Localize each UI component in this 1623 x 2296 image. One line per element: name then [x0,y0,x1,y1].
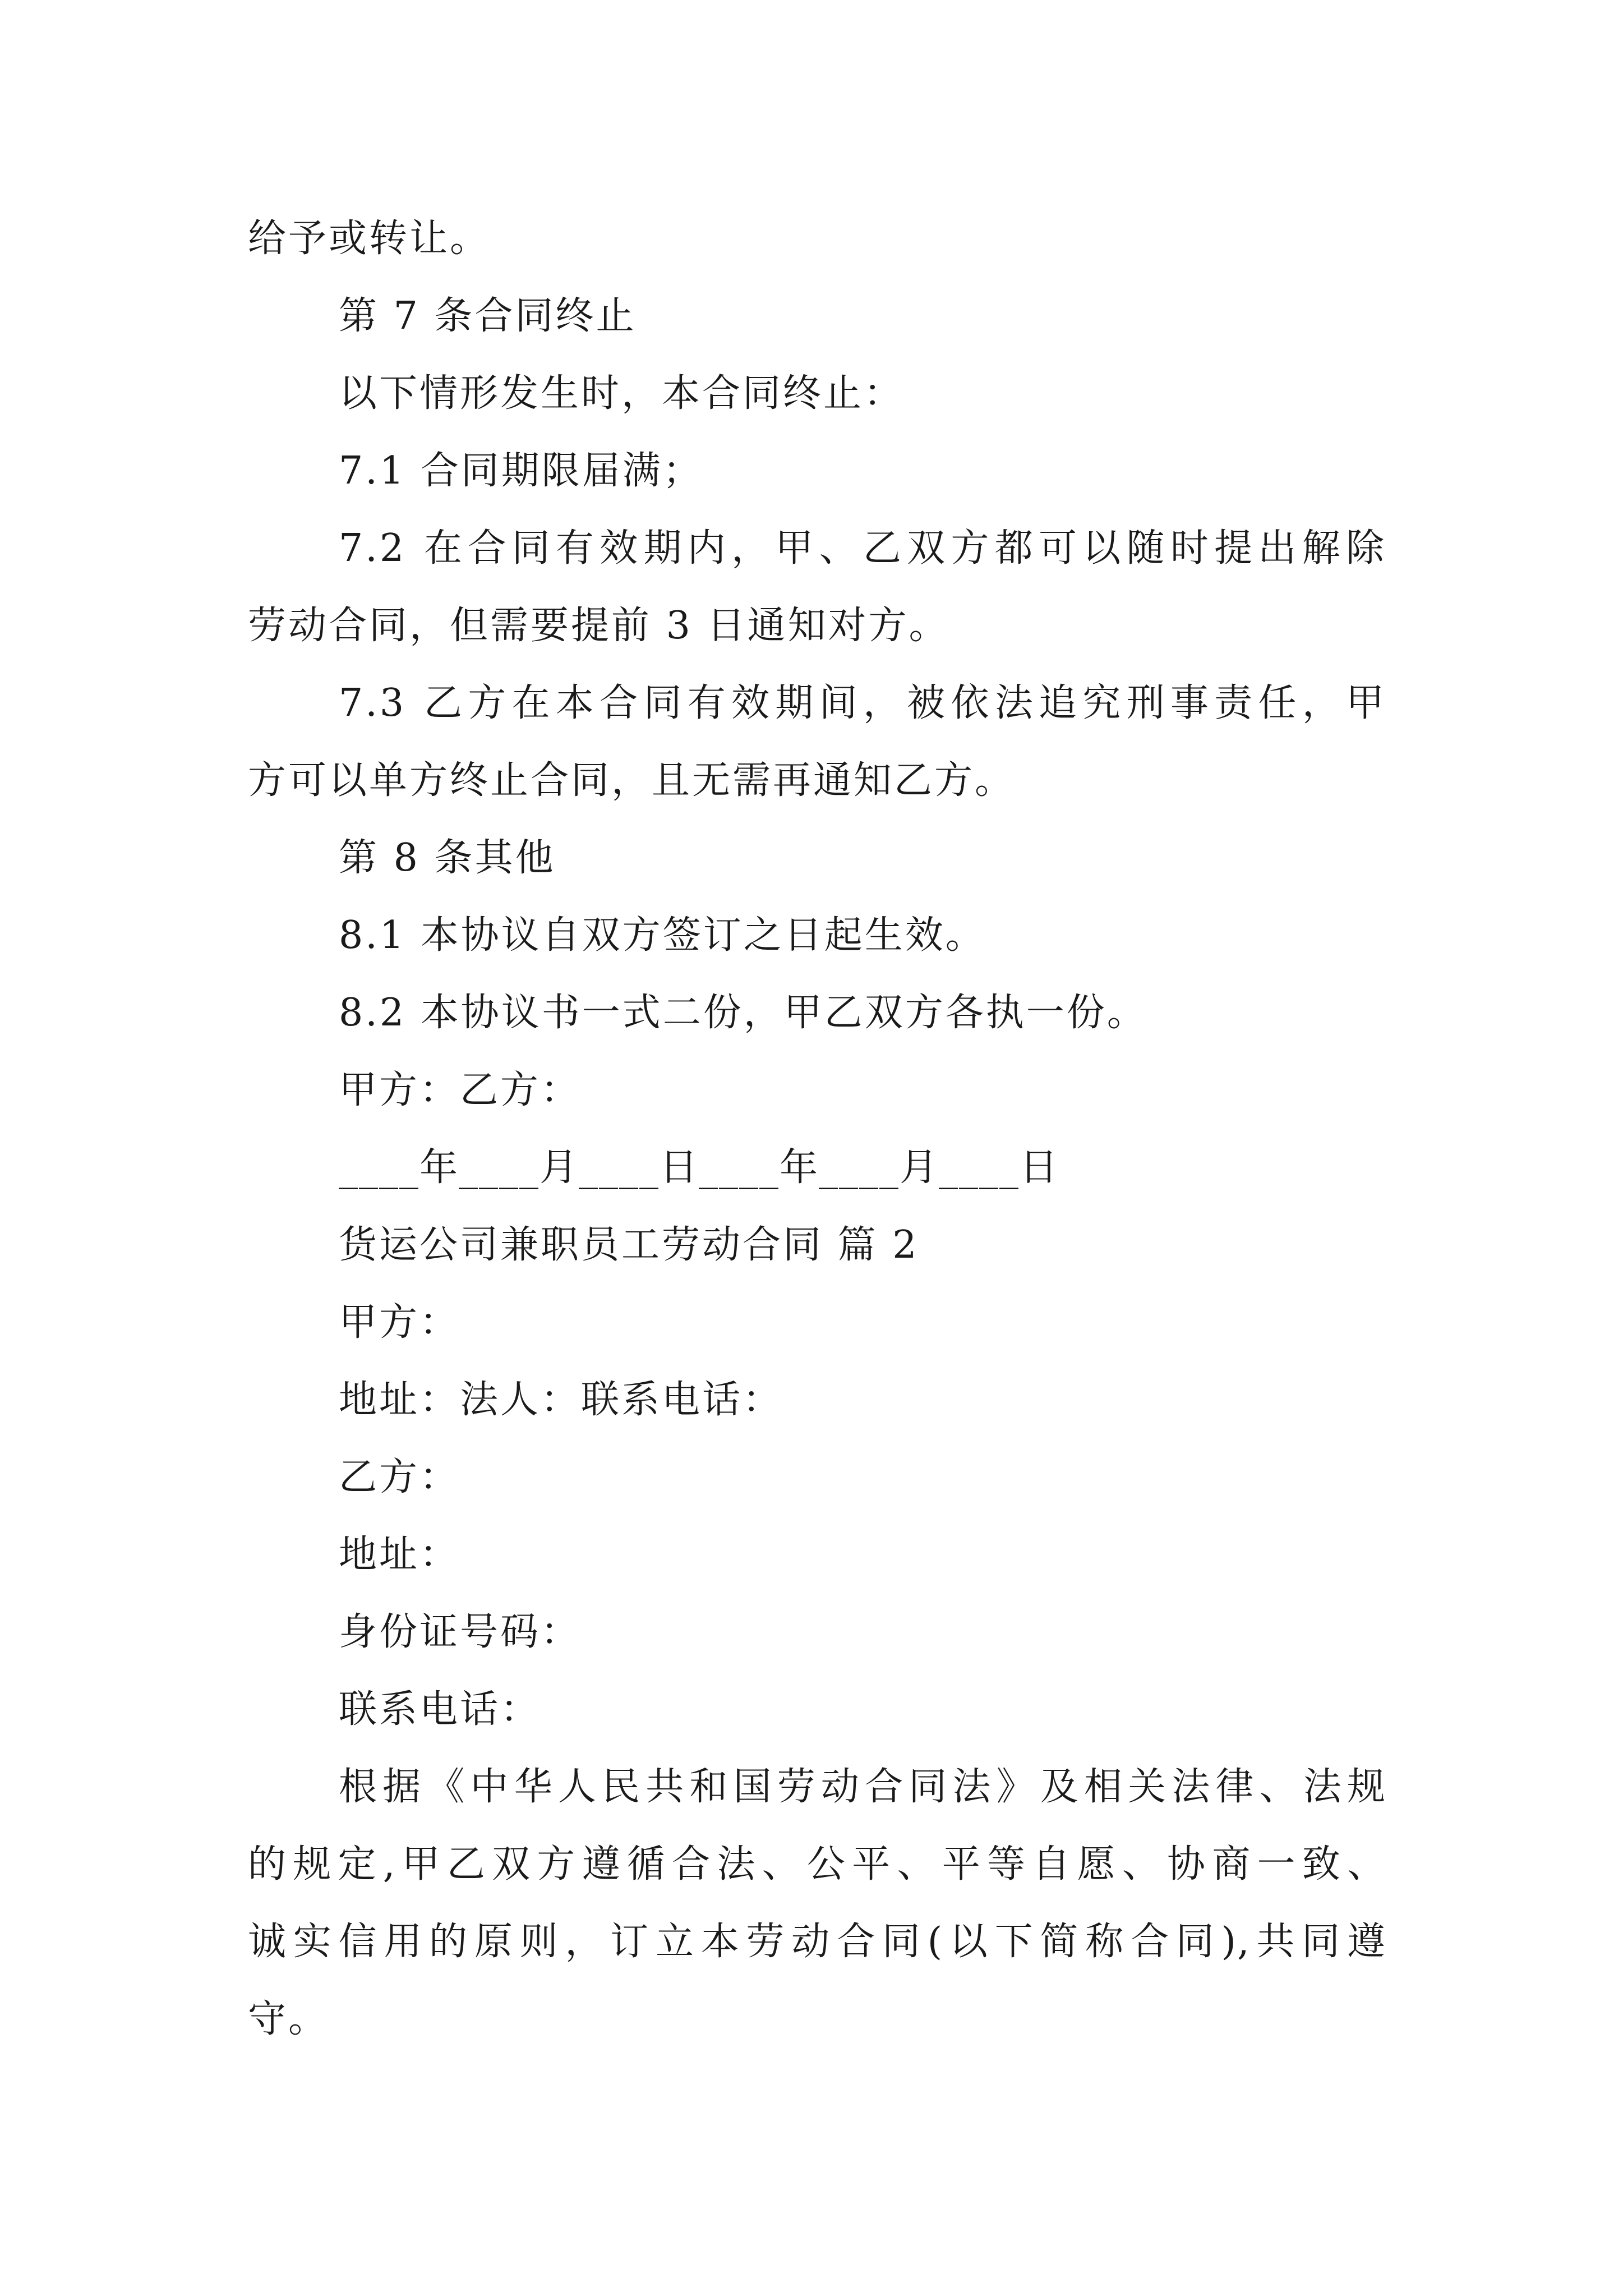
signature-parties: 甲方：乙方： [339,1068,582,1112]
clause-line: 7.1 合同期限届满； [339,449,703,493]
address-label: 地址： [339,1533,460,1577]
phone-label: 联系电话： [339,1687,541,1732]
preamble-line: 诚实信用的原则，订立本劳动合同(以下简称合同),共同遵 [248,1920,1386,1964]
clause-line: 7.3 乙方在本合同有效期间，被依法追究刑事责任，甲 [339,681,1386,725]
date-line: ____年____月____日____年____月____日 [339,1145,1059,1190]
preamble-line: 根据《中华人民共和国劳动合同法》及相关法律、法规 [339,1765,1386,1809]
text-line: 方可以单方终止合同，且无需再通知乙方。 [248,758,1016,803]
clause-line: 8.2 本协议书一式二份，甲乙双方各执一份。 [339,991,1147,1035]
text-line: 以下情形发生时，本合同终止： [339,371,905,416]
clause-line: 8.1 本协议自双方签订之日起生效。 [339,913,986,958]
section-heading: 第 8 条其他 [339,836,556,880]
party-b-label: 乙方： [339,1455,460,1499]
section-heading: 第 7 条合同终止 [339,294,637,338]
party-a-label: 甲方： [339,1300,460,1345]
text-line: 劳动合同，但需要提前 3 日通知对方。 [248,604,949,648]
contract-title: 货运公司兼职员工劳动合同 篇 2 [339,1223,919,1267]
party-a-details: 地址：法人：联系电话： [339,1378,783,1422]
preamble-line: 的规定,甲乙双方遵循合法、公平、平等自愿、协商一致、 [248,1842,1386,1887]
text-line: 给予或转让。 [248,217,491,261]
clause-line: 7.2 在合同有效期内，甲、乙双方都可以随时提出解除 [339,526,1386,570]
id-number-label: 身份证号码： [339,1610,582,1654]
preamble-line: 守。 [248,1997,329,2041]
